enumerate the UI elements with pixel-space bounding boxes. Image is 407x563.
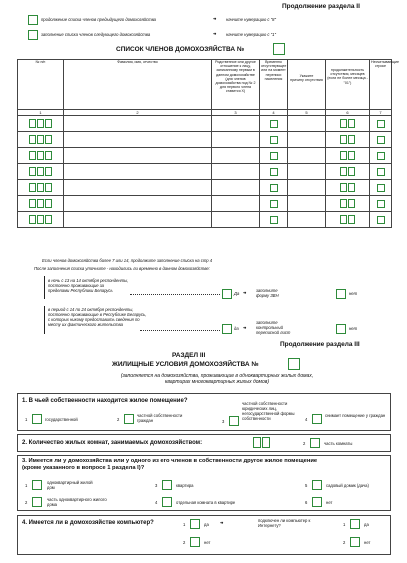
period2-text (48, 307, 213, 327)
period1-line1: в ночь с 13 на 14 октября респонденты, (48, 278, 129, 283)
q4-internet-no-checkbox[interactable] (350, 537, 360, 547)
q3-opt2-num: 2 (25, 500, 28, 505)
not-counted-checkbox[interactable] (377, 120, 385, 128)
table-row (18, 148, 392, 164)
reason-cell[interactable] (288, 132, 326, 148)
q3-opt1-num: 1 (25, 483, 28, 488)
duration-boxes[interactable] (327, 135, 368, 144)
name-cell[interactable] (64, 212, 212, 228)
table-row (18, 164, 392, 180)
q4-no-checkbox[interactable] (190, 537, 200, 547)
q4-internet-yes-checkbox[interactable] (350, 519, 360, 529)
duration-boxes[interactable] (327, 199, 368, 208)
absent-checkbox[interactable] (270, 200, 278, 208)
q4-internet-no-label: нет (364, 540, 371, 545)
member-number-boxes[interactable] (19, 183, 62, 192)
continuation-header: Продолжение раздела II (282, 3, 360, 10)
q4-title: 4. Имеется ли в домохозяйстве компьютер? (22, 520, 154, 526)
header-name: Фамилия, имя, отчество (64, 60, 212, 110)
period2-line3: с которых никому предоставить сведения по (48, 317, 140, 322)
table-row (18, 196, 392, 212)
q3-opt2-checkbox[interactable] (32, 497, 42, 507)
period2-yes-checkbox[interactable] (222, 324, 232, 334)
q1-title: 1. В чьей собственности находится жилое помещение? (22, 398, 188, 404)
q1-opt4-checkbox[interactable] (312, 414, 322, 424)
period2-yes-label: да (234, 326, 239, 331)
period1-note-1: заполните (256, 288, 278, 293)
q3-opt4-num: 4 (155, 500, 158, 505)
not-counted-checkbox[interactable] (377, 152, 385, 160)
name-cell[interactable] (64, 116, 212, 132)
member-number-boxes[interactable] (19, 167, 62, 176)
q2-part-room-label: часть комнаты (324, 441, 353, 446)
section3-subtitle: ЖИЛИЩНЫЕ УСЛОВИЯ ДОМОХОЗЯЙСТВА № (112, 361, 259, 368)
q4-internet-yes-num: 1 (343, 522, 346, 527)
header-reason-text: причину отсутствия (290, 78, 323, 83)
q1-opt4-label: снимает помещение у граждан (325, 413, 386, 418)
q2-rooms-box-2[interactable] (262, 437, 270, 448)
q4-no-num: 2 (183, 540, 186, 545)
table-row (18, 212, 392, 228)
q2-num: 2 (303, 441, 306, 446)
q3-opt5-checkbox[interactable] (312, 480, 322, 490)
q1-opt4-num: 4 (305, 417, 308, 422)
q3-opt1-checkbox[interactable] (32, 480, 42, 490)
q3-title (22, 458, 382, 472)
arrow-icon: ➜ (213, 31, 217, 36)
absent-checkbox[interactable] (270, 184, 278, 192)
q1-opt1-checkbox[interactable] (32, 414, 42, 424)
q1-opt2-label: частной собственности граждан (137, 413, 183, 423)
reason-cell[interactable] (288, 116, 326, 132)
arrow-icon: ➜ (220, 520, 224, 525)
option-new-label: заполнение списка членов следующего домохозяйства (41, 32, 151, 37)
period1-line2: постоянно проживающие за (48, 283, 105, 288)
not-counted-checkbox[interactable] (377, 168, 385, 176)
col-num-6: 6 (326, 110, 370, 116)
q4-internet-question: подключен ли компьютер к Интернету? (258, 518, 311, 528)
duration-boxes[interactable] (327, 119, 368, 128)
arrow-icon: ➜ (213, 16, 217, 21)
period1-yes-checkbox[interactable] (222, 289, 232, 299)
q3-title-1: 3. Имеется ли у домохозяйства или у одного из его членов в собственности другое жилое помещение (22, 458, 318, 464)
period2-note-1: заполните (256, 320, 278, 325)
q3-opt3-checkbox[interactable] (162, 480, 172, 490)
col-num-7: 7 (370, 110, 392, 116)
header-duration: продолжительность отсутствия, месяцев (если не более месяца - "01") (326, 60, 370, 110)
period1-line3: пределами Республики Беларусь (48, 288, 113, 293)
period2-line4: месту их фактического жительства (48, 322, 123, 327)
absent-checkbox[interactable] (270, 152, 278, 160)
period2-note-2: контрольный (256, 325, 283, 330)
relation-cell[interactable] (212, 212, 260, 228)
option-new-result: начните нумерацию с "1" (226, 32, 276, 37)
period1-no-checkbox[interactable] (336, 289, 346, 299)
q2-part-room-checkbox[interactable] (310, 438, 320, 448)
name-cell[interactable] (64, 164, 212, 180)
q4-internet-no-num: 2 (343, 540, 346, 545)
absent-checkbox[interactable] (270, 120, 278, 128)
relation-cell[interactable] (212, 180, 260, 196)
period2-line1: в период с 14 по 24 октября респонденты, (48, 307, 134, 312)
reason-cell[interactable] (288, 148, 326, 164)
q4-yes-label: да (204, 522, 209, 527)
name-cell[interactable] (64, 132, 212, 148)
name-cell[interactable] (64, 196, 212, 212)
option-continue-result: начните нумерацию с "8" (226, 17, 276, 22)
q4-yes-num: 1 (183, 522, 186, 527)
q2-title: 2. Количество жилых комнат, занимаемых домохозяйством: (22, 440, 203, 446)
period1-note (256, 288, 279, 298)
household-number-box[interactable] (273, 43, 285, 55)
q3-opt1-label: одноквартирный жилой дом (47, 480, 93, 490)
section3-note-1: (заполняется на домохозяйства, проживающие в одноквартирных жилых домах, (120, 373, 314, 379)
duration-boxes[interactable] (327, 183, 368, 192)
q1-opt3-checkbox[interactable] (229, 416, 239, 426)
period2-note (256, 320, 290, 335)
not-counted-checkbox[interactable] (377, 216, 385, 224)
duration-boxes[interactable] (327, 215, 368, 224)
q4-yes-checkbox[interactable] (190, 519, 200, 529)
member-number-boxes[interactable] (19, 151, 62, 160)
continuation-header-2: Продолжение раздела III (280, 341, 360, 348)
period1-no-label: нет (349, 291, 358, 296)
arrow-icon: ➜ (243, 325, 247, 330)
q3-opt3-label: квартира (176, 483, 194, 488)
name-cell[interactable] (64, 148, 212, 164)
option-continue-checkbox[interactable] (28, 15, 38, 25)
q3-title-2: (кроме указанного в вопросе 1 раздела I)? (22, 465, 145, 471)
absent-checkbox[interactable] (270, 168, 278, 176)
members-table (17, 59, 399, 228)
relation-cell[interactable] (212, 196, 260, 212)
header-not-counted: Несчитывающие строке (370, 60, 392, 110)
name-cell[interactable] (64, 180, 212, 196)
not-counted-checkbox[interactable] (377, 184, 385, 192)
members-title: СПИСОК ЧЛЕНОВ ДОМОХОЗЯЙСТВА № (116, 46, 245, 53)
q1-opt3-label: частной собственности юридических лиц, негосударственной формы собственности (242, 401, 295, 421)
period1-text (48, 278, 208, 293)
table-row (18, 132, 392, 148)
relation-cell[interactable] (212, 148, 260, 164)
period2-note-3: переписной лист (256, 330, 291, 335)
member-number-boxes[interactable] (19, 199, 62, 208)
q1-opt2-checkbox[interactable] (124, 414, 134, 424)
q4-internet-yes-label: да (364, 522, 369, 527)
q3-opt6-checkbox[interactable] (312, 497, 322, 507)
not-counted-checkbox[interactable] (377, 136, 385, 144)
q4-no-label: нет (204, 540, 211, 545)
header-absent: Временно отсутствующее или на момент переписи населения (260, 60, 288, 110)
q1-opt1-num: 1 (25, 417, 28, 422)
reason-cell[interactable] (288, 212, 326, 228)
duration-boxes[interactable] (327, 167, 368, 176)
section3-note (72, 373, 362, 385)
reason-cell[interactable] (288, 180, 326, 196)
table-row (18, 180, 392, 196)
col-num-5: 5 (288, 110, 326, 116)
q3-opt4-label: отдельная комната в квартире (176, 500, 236, 505)
option-new-checkbox[interactable] (28, 30, 38, 40)
q2-rooms-box-1[interactable] (253, 437, 261, 448)
col-num-1: 1 (18, 110, 64, 116)
absent-checkbox[interactable] (270, 216, 278, 224)
q3-opt5-label: садовый домик (дача) (326, 483, 369, 488)
member-number-boxes[interactable] (19, 135, 62, 144)
section3-title: РАЗДЕЛ III (172, 352, 206, 359)
period1-yes-label: Да (234, 291, 240, 296)
relation-cell[interactable] (212, 116, 260, 132)
duration-boxes[interactable] (327, 151, 368, 160)
relation-cell[interactable] (212, 164, 260, 180)
header-specify: Укажите (299, 74, 314, 78)
q3-opt5-num: 5 (305, 483, 308, 488)
col-num-2: 2 (64, 110, 212, 116)
q3-opt4-checkbox[interactable] (162, 497, 172, 507)
section3-household-number-box[interactable] (288, 358, 300, 370)
header-reason (288, 60, 326, 110)
note-more-members: Если членов домохозяйства более 7 или 14, продолжите заполнение списка на стр 4 (42, 258, 213, 263)
q1-opt2-num: 2 (117, 417, 120, 422)
q3-opt6-label: нет (326, 500, 333, 505)
note-after-fill: После заполнения списка уточните - находились ли временно в данном домохозяйстве: (34, 266, 210, 271)
reason-cell[interactable] (288, 196, 326, 212)
col-num-3: 3 (212, 110, 260, 116)
q3-opt2-label: часть одноквартирного жилого дома (47, 497, 107, 507)
q3-opt6-num: 6 (305, 500, 308, 505)
header-relation: Родственное или другое отношение к лицу, записанному первым в данном домохозяйстве (для членов домохозяйства под № 2 для первого члена ставится Х) (212, 60, 260, 110)
period2-no-checkbox[interactable] (336, 324, 346, 334)
relation-cell[interactable] (212, 132, 260, 148)
section3-note-2: квартирах многоквартирных жилых домов) (164, 379, 270, 385)
period2-line2: постоянно проживающие в Республике Беларусь, (48, 312, 147, 317)
q1-opt3-num: 3 (222, 419, 225, 424)
period2-no-label: нет (349, 326, 358, 331)
member-number-boxes[interactable] (19, 215, 62, 224)
header-number: № п/п (18, 60, 64, 110)
member-number-boxes[interactable] (19, 119, 62, 128)
option-continue-label: продолжение списка членов предыдущего домохозяйства (41, 17, 157, 22)
not-counted-checkbox[interactable] (377, 200, 385, 208)
col-num-4: 4 (260, 110, 288, 116)
table-row (18, 116, 392, 132)
absent-checkbox[interactable] (270, 136, 278, 144)
arrow-icon: ➜ (243, 290, 247, 295)
q3-opt3-num: 3 (155, 483, 158, 488)
reason-cell[interactable] (288, 164, 326, 180)
q1-opt1-label: государственной (45, 417, 78, 422)
period1-note-2: форму ЗВН (256, 293, 279, 298)
